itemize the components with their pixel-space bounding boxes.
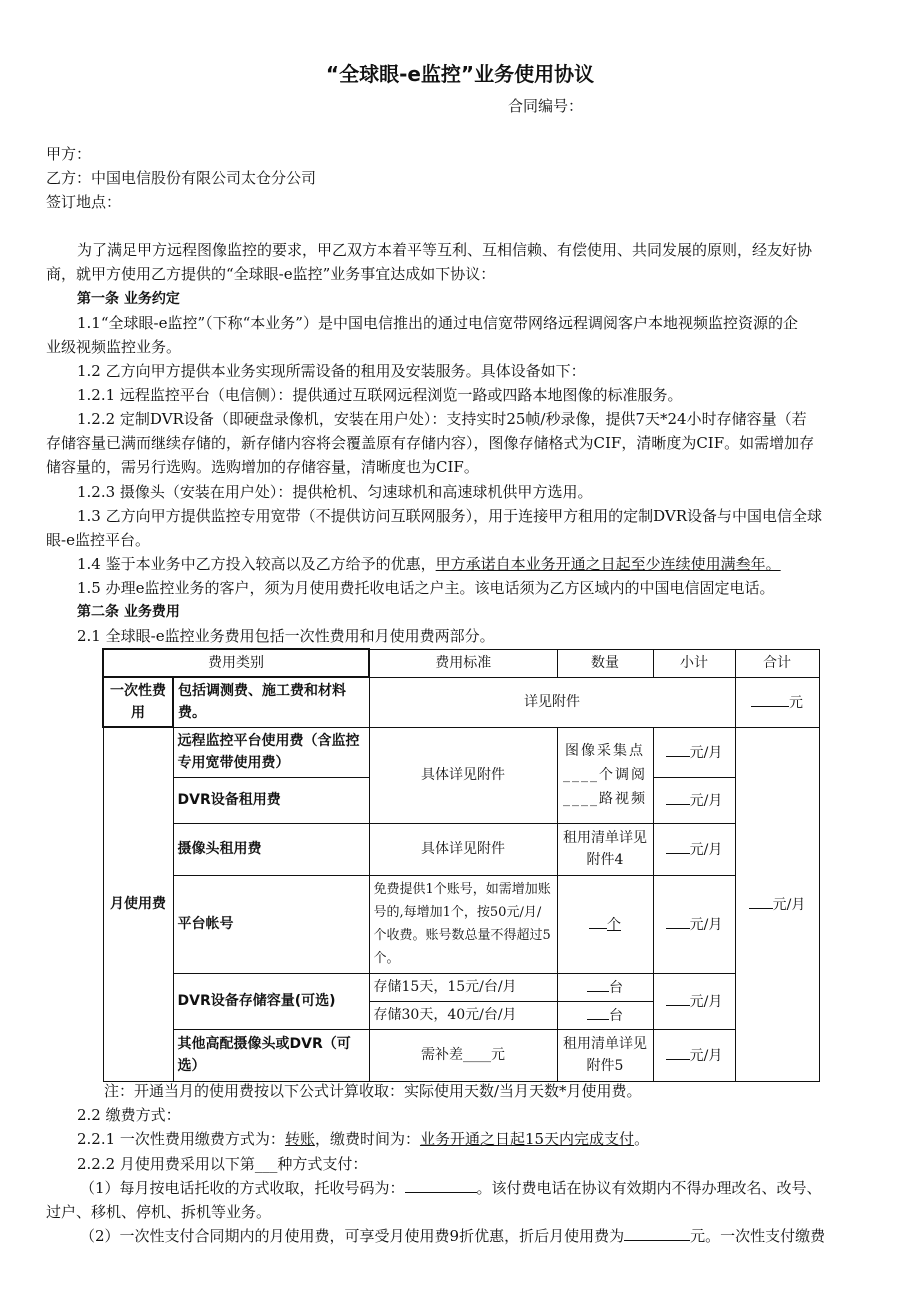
platform-subtotal: 元/月 <box>653 727 735 777</box>
monthly-label: 月使用费 <box>103 727 173 1081</box>
clause-1-2-2-line-3: 储容量的，需另行选购。选购增加的存储容量，清晰度也为CIF。 <box>46 458 479 476</box>
one-time-label: 一次性费用 <box>103 677 173 727</box>
storage-15-days: 存储15天，15元/台/月 <box>369 973 557 1001</box>
discounted-fee-blank <box>624 1225 690 1241</box>
collection-number-blank <box>405 1177 477 1193</box>
intro-line-1: 为了满足甲方远程图像监控的要求，甲乙双方本着平等互利、互相信赖、有偿使用、共同发展的原则，经友好协 <box>77 241 813 259</box>
header-quantity: 数量 <box>557 649 653 677</box>
other-hd-device: 其他高配摄像头或DVR（可选） <box>173 1029 369 1081</box>
dvr-rent-subtotal: 元/月 <box>653 777 735 823</box>
party-b: 乙方：中国电信股份有限公司太仓分公司 <box>46 169 317 187</box>
dvr-rent: DVR设备租用费 <box>173 777 369 823</box>
option-1-line-1: （1）每月按电话托收的方式收取，托收号码为： 。该付费电话在协议有效期内不得办理改名、改号、 <box>80 1179 822 1197</box>
table-row <box>103 1029 819 1081</box>
camera-quantity: 租用清单详见附件4 <box>557 823 653 875</box>
storage-15-qty: 台 <box>557 973 653 1001</box>
clause-2-2-1: 2.2.1 一次性费用缴费方式为：转账，缴费时间为：业务开通之日起15天内完成支付。 <box>77 1130 650 1148</box>
clause-1-1-line-1: 1.1“全球眼-e监控”（下称“本业务”）是中国电信推出的通过电信宽带网络远程调阅客户本地视频监控资源的企 <box>77 314 798 332</box>
storage-subtotal: 元/月 <box>653 973 735 1029</box>
clause-1-4-commitment: 甲方承诺自本业务开通之日起至少连续使用满叁年。 <box>435 555 781 573</box>
clause-1-3-line-2: 眼-e监控平台。 <box>46 531 150 549</box>
table-row <box>103 875 819 973</box>
option-2-line-1: （2）一次性支付合同期内的月使用费，可享受月使用费9折优惠，折后月使用费为 元。一次性支付缴费 <box>80 1227 826 1245</box>
page-title: “全球眼-e监控”业务使用协议 <box>325 62 595 86</box>
table-row <box>103 823 819 875</box>
header-fee-category: 费用类别 <box>103 649 369 677</box>
article-2-title: 第二条 业务费用 <box>77 604 180 620</box>
table-row <box>103 677 819 727</box>
account-quantity: 个 <box>557 875 653 973</box>
clause-1-5: 1.5 办理e监控业务的客户，须为月使用费托收电话之户主。该电话须为乙方区域内的中国电信固定电话。 <box>77 579 775 597</box>
account-standard: 免费提供1个账号，如需增加账号的,每增加1个，按50元/月/个收费。账号数总量不得超过5个。 <box>369 875 557 973</box>
clause-1-2-3: 1.2.3 摄像头（安装在用户处）：提供枪机、匀速球机和高速球机供甲方选用。 <box>77 483 593 501</box>
one-time-total: 元 <box>735 677 819 727</box>
intro-line-2: 商，就甲方使用乙方提供的“全球眼-e监控”业务事宜达成如下协议： <box>46 265 496 283</box>
clause-2-1: 2.1 全球眼-e监控业务费用包括一次性费用和月使用费两部分。 <box>77 627 495 645</box>
table-row <box>103 973 819 1001</box>
one-time-item: 包括调测费、施工费和材料费。 <box>173 677 369 727</box>
table-header-row <box>103 649 819 677</box>
points-quantity: 图像采集点____个调阅____路视频 <box>557 727 653 823</box>
header-total: 合计 <box>735 649 819 677</box>
sign-place: 签订地点： <box>46 193 122 211</box>
header-fee-standard: 费用标准 <box>369 649 557 677</box>
platform-fee: 远程监控平台使用费（含监控专用宽带使用费） <box>173 727 369 777</box>
clause-1-2-1: 1.2.1 远程监控平台（电信侧）：提供通过互联网远程浏览一路或四路本地图像的标准服务。 <box>77 386 683 404</box>
clause-1-2: 1.2 乙方向甲方提供本业务实现所需设备的租用及安装服务。具体设备如下： <box>77 362 586 380</box>
storage-30-qty: 台 <box>557 1001 653 1029</box>
header-subtotal: 小计 <box>653 649 735 677</box>
one-time-see-attachment: 详见附件 <box>369 677 735 727</box>
clause-1-3-line-1: 1.3 乙方向甲方提供监控专用宽带（不提供访问互联网服务），用于连接甲方租用的定制DVR设备与中国电信全球 <box>77 507 823 525</box>
other-hd-subtotal: 元/月 <box>653 1029 735 1081</box>
table-row <box>103 727 819 777</box>
supplement-fee: 需补差____元 <box>369 1029 557 1081</box>
account-subtotal: 元/月 <box>653 875 735 973</box>
other-hd-quantity: 租用清单详见附件5 <box>557 1029 653 1081</box>
fee-table <box>102 648 820 1082</box>
table-note: 注：开通当月的使用费按以下公式计算收取：实际使用天数/当月天数*月使用费。 <box>104 1082 642 1100</box>
camera-standard: 具体详见附件 <box>369 823 557 875</box>
clause-1-4-text: 1.4 鉴于本业务中乙方投入较高以及乙方给予的优惠， <box>77 555 436 573</box>
party-a: 甲方： <box>46 145 92 163</box>
payment-method: 转账 <box>284 1130 315 1148</box>
clause-1-2-2-line-2: 存储容量已满而继续存储的，新存储内容将会覆盖原有存储内容），图像存储格式为CIF，清晰度为CIF。如需增加存 <box>46 434 815 452</box>
camera-rent: 摄像头租用费 <box>173 823 369 875</box>
platform-account: 平台帐号 <box>173 875 369 973</box>
clause-1-2-2-line-1: 1.2.2 定制DVR设备（即硬盘录像机，安装在用户处）：支持实时25帧/秒录像，提供7天*24小时存储容量（若 <box>77 410 807 428</box>
storage-30-days: 存储30天，40元/台/月 <box>369 1001 557 1029</box>
clause-2-2: 2.2 缴费方式： <box>77 1106 181 1124</box>
dvr-storage: DVR设备存储容量(可选) <box>173 973 369 1029</box>
contract-number-label: 合同编号： <box>508 97 584 115</box>
clause-1-4 <box>77 553 781 575</box>
payment-deadline: 业务开通之日起15天内完成支付 <box>419 1130 635 1148</box>
monthly-total: 元/月 <box>735 727 819 1081</box>
clause-1-1-line-2: 业级视频监控业务。 <box>46 338 182 356</box>
option-1-line-2: 过户、移机、停机、拆机等业务。 <box>46 1203 272 1221</box>
camera-subtotal: 元/月 <box>653 823 735 875</box>
platform-standard: 具体详见附件 <box>369 727 557 823</box>
clause-2-2-2: 2.2.2 月使用费采用以下第___种方式支付： <box>77 1155 368 1173</box>
article-1-title: 第一条 业务约定 <box>77 291 180 307</box>
